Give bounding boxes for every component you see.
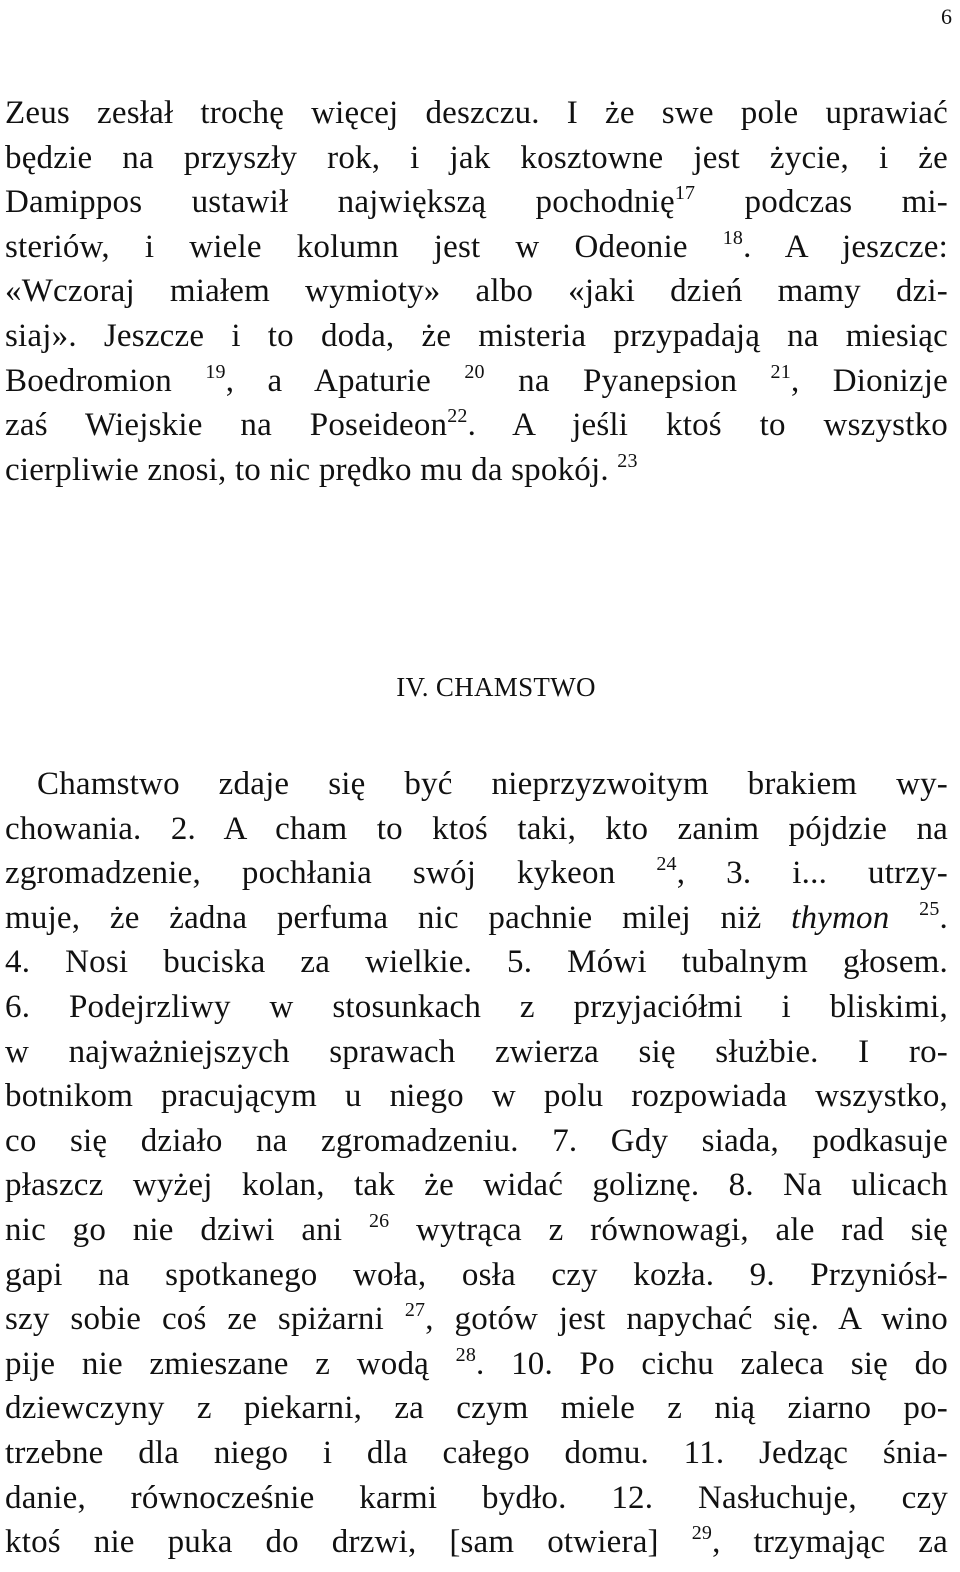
text-line: 6. Podejrzliwy w stosunkach z przyjaciółmi i bliskimi, <box>5 988 948 1025</box>
text-line: Zeus zesłał trochę więcej deszczu. I że swe pole uprawiać <box>5 95 948 131</box>
text-line: «Wczoraj miałem wymioty» albo «jaki dzień mamy dzi- <box>5 273 948 310</box>
text-line: co się działo na zgromadzeniu. 7. Gdy siada, podkasuje <box>5 1122 948 1159</box>
footnote-ref: 21 <box>770 360 791 383</box>
footnote-ref: 29 <box>691 1522 713 1545</box>
text-line: zgromadzenie, pochłania swój kykeon $^{24}$, 3. i... utrzy- <box>5 853 948 892</box>
text-line: pije nie zmieszane z wodą $^{28}$. 10. Po cichu zaleca się do <box>5 1343 948 1382</box>
text-line: gapi na spotkanego woła, osła czy kozła. 9. Przyniósł- <box>5 1256 948 1293</box>
text-line: muje, że żadna perfuma nic pachnie milej niż thymon $^{25}$. <box>5 897 948 936</box>
footnote-ref: 26 <box>368 1209 390 1232</box>
text-line: będzie na przyszły rok, i jak kosztowne jest życie, i że <box>5 139 948 176</box>
footnote-ref: 24 <box>656 853 677 876</box>
text-line: Boedromion $^{19}$, a Apaturie $^{20}$ na Pyanepsion $^{21}$, Dionizje <box>5 360 948 399</box>
footnote-ref: 22 <box>447 405 468 428</box>
text-line: szy sobie coś ze spiżarni $^{27}$, gotów jest napychać się. A wino <box>5 1299 948 1338</box>
paragraph-1 <box>5 95 948 496</box>
section-heading: IV. CHAMSTWO <box>396 672 596 702</box>
text-line: 4. Nosi buciska za wielkie. 5. Mówi tubalnym głosem. <box>5 944 948 981</box>
text-line: ktoś nie puka do drzwi, [sam otwiera] $^{29}$, trzymając za <box>5 1522 948 1561</box>
footnote-ref: 18 <box>722 226 744 249</box>
text-line: płaszcz wyżej kolan, tak że widać goliznę. 8. Na ulicach <box>5 1167 948 1204</box>
text-line: Chamstwo zdaje się być nieprzyzwoitym brakiem wy- <box>37 766 948 802</box>
text-line: cierpliwie znosi, to nic prędko mu da spokój. $^{23}$ <box>5 449 638 488</box>
footnote-ref: 17 <box>674 182 696 205</box>
text-line: zaś Wiejskie na Poseideon$^{22}$. A jeśli ktoś to wszystko <box>5 405 948 444</box>
footnote-ref: 23 <box>617 449 638 472</box>
page-number: 6 <box>941 4 952 29</box>
text-line: steriów, i wiele kolumn jest w Odeonie $^{18}$. A jeszcze: <box>5 226 948 265</box>
text-line: dziewczyny z piekarni, za czym miele z nią ziarno po- <box>5 1390 948 1427</box>
text-line: w najważniejszych sprawach zwierza się służbie. I ro- <box>5 1033 948 1070</box>
footnote-ref: 19 <box>205 360 226 383</box>
text-line: botnikom pracującym u niego w polu rozpowiada wszystko, <box>5 1078 948 1115</box>
footnote-ref: 27 <box>404 1299 426 1322</box>
text-line: trzebne dla niego i dla całego domu. 11. Jedząc śnia- <box>5 1434 948 1471</box>
text-line: danie, równocześnie karmi bydło. 12. Nasłuchuje, czy <box>5 1479 948 1516</box>
text-line: nic go nie dziwi ani $^{26}$ wytrąca z równowagi, ale rad się <box>5 1209 948 1248</box>
text-line: siaj». Jeszcze i to doda, że misteria przypadają na miesiąc <box>5 317 948 354</box>
footnote-ref: 25 <box>919 897 940 920</box>
text-line: Damippos ustawił największą pochodnię$^{17}$ podczas mi- <box>5 182 948 221</box>
footnote-ref: 20 <box>464 360 485 383</box>
text-line: chowania. 2. A cham to ktoś taki, kto zanim pójdzie na <box>5 810 948 847</box>
footnote-ref: 28 <box>455 1343 477 1366</box>
paragraph-2 <box>5 766 948 1569</box>
italic-word: thymon <box>791 899 890 936</box>
